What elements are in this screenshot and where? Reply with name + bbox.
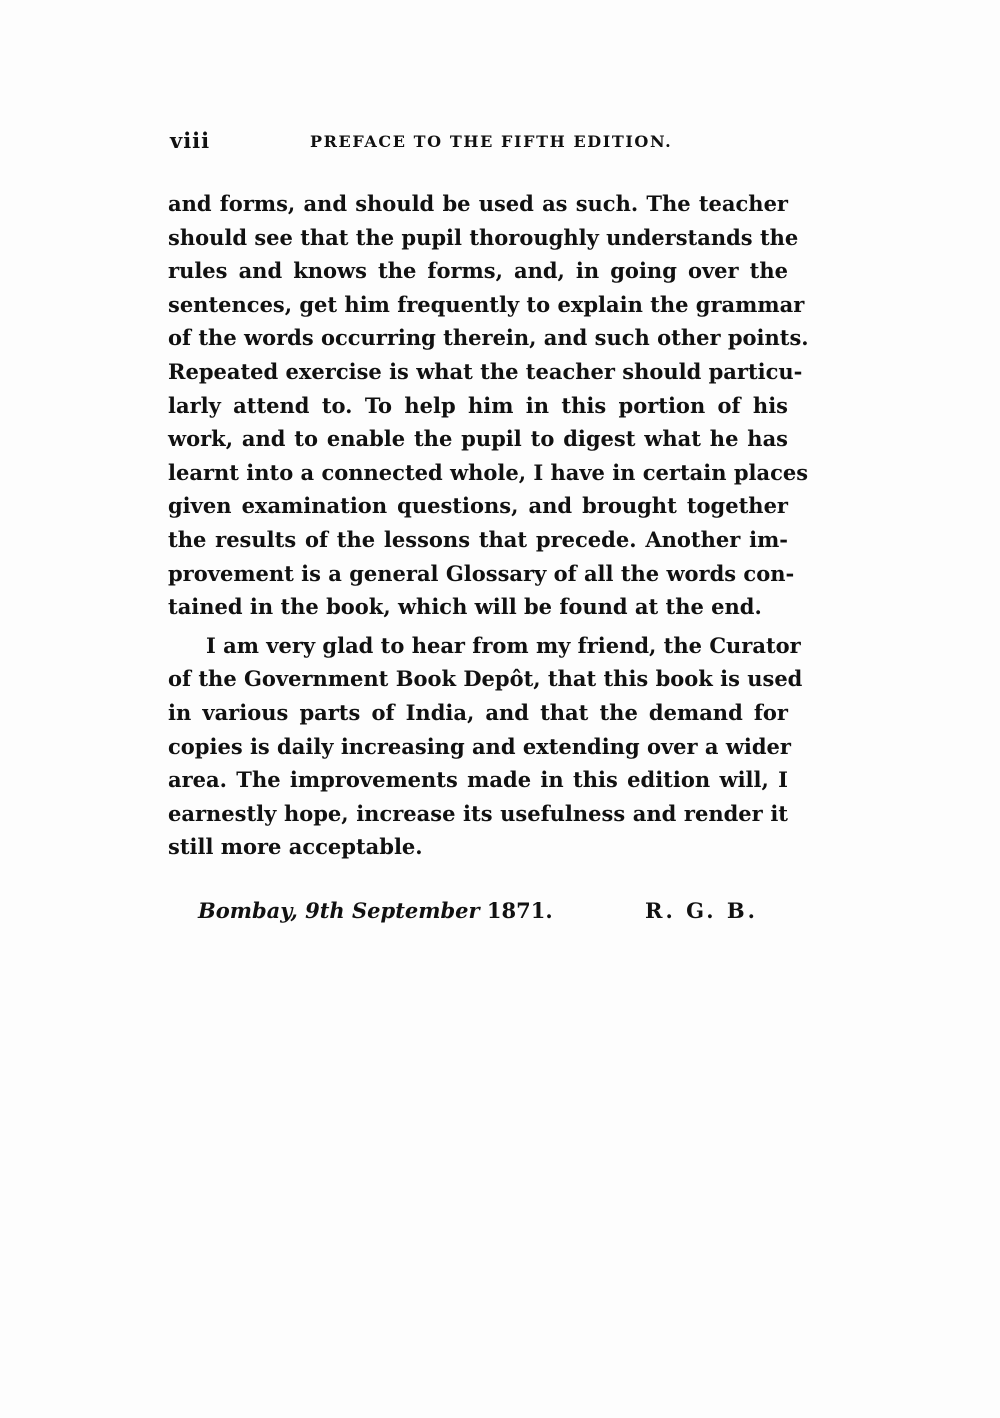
text-line: should see that the pupil thoroughly understands the (168, 224, 799, 250)
paragraph-1 (168, 187, 809, 624)
text-line: area. The improvements made in this edition will, I (168, 767, 788, 793)
author-initials: R. G. B. (645, 898, 758, 923)
text-line: given examination questions, and brought together (168, 493, 788, 519)
paragraph-2 (168, 629, 803, 864)
text-line: Repeated exercise is what the teacher should particu- (168, 358, 803, 384)
place-date (198, 898, 553, 923)
text-line: work, and to enable the pupil to digest what he has (168, 426, 788, 452)
running-title: PREFACE TO THE FIFTH EDITION. (310, 132, 673, 151)
text-line: and forms, and should be used as such. The teacher (168, 191, 788, 216)
text-line: learnt into a connected whole, I have in certain places (168, 459, 809, 485)
place: Bombay, (198, 898, 298, 923)
text-line: tained in the book, which will be found at the end. (168, 594, 762, 620)
page-number: viii (170, 128, 211, 153)
text-line: larly attend to. To help him in this portion of his (168, 392, 788, 418)
text-line: copies is daily increasing and extending over a wider (168, 733, 791, 759)
page-header (170, 128, 690, 160)
text-line: of the Government Book Depôt, that this book is used (168, 666, 803, 692)
year: 1871. (486, 898, 553, 923)
text-line: still more acceptable. (168, 834, 423, 860)
text-line: of the words occurring therein, and such other points. (168, 325, 809, 351)
body-text (168, 187, 809, 864)
date: 9th September (305, 898, 480, 923)
text-line: earnestly hope, increase its usefulness and render it (168, 800, 788, 826)
text-line: in various parts of India, and that the demand for (168, 699, 788, 725)
text-line: rules and knows the forms, and, in going over the (168, 258, 788, 284)
signature-line (198, 898, 758, 934)
text-line: sentences, get him frequently to explain the grammar (168, 291, 805, 317)
text-line: the results of the lessons that precede. Another im- (168, 526, 788, 552)
text-line: I am very glad to hear from my friend, the Curator (206, 632, 801, 658)
text-line: provement is a general Glossary of all the words con- (168, 560, 795, 586)
